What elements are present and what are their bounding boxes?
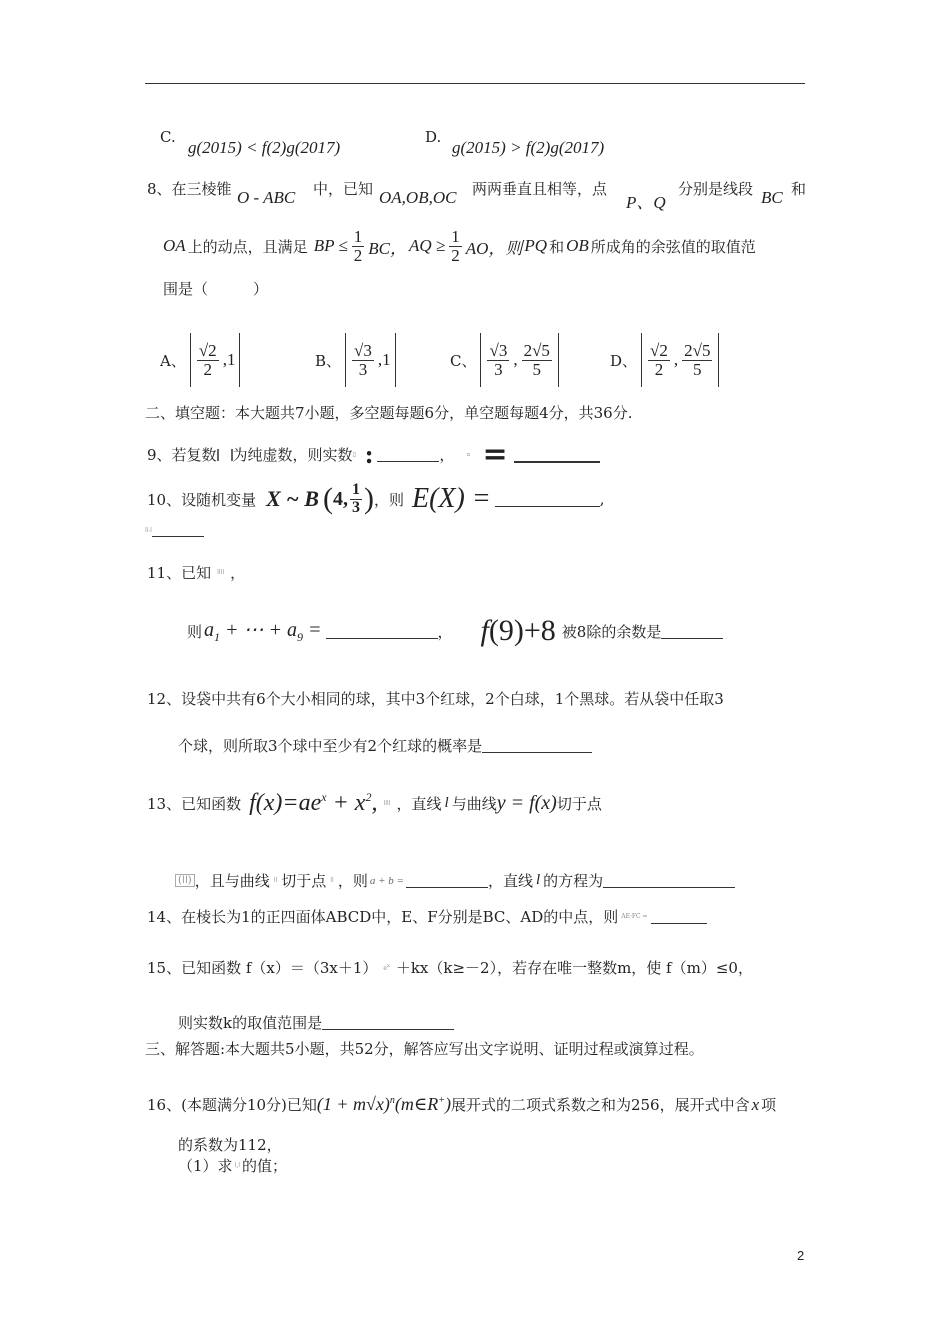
q13-line-2 <box>175 870 735 891</box>
q16-part-1-end: 的值； <box>242 1157 288 1175</box>
q11-separator: ， <box>230 564 246 582</box>
q13-point2-image: ǀǀ <box>330 877 334 884</box>
q16-vars-image: ǀ,ǀ <box>234 1162 240 1169</box>
q15-line-1 <box>147 957 753 978</box>
q10-paren-open: ( <box>322 482 333 516</box>
q9 <box>147 437 600 472</box>
q10-line-2 <box>145 522 204 537</box>
q10-text-1: 10、设随机变量 <box>147 490 257 509</box>
q13-ab: a + b = <box>369 874 404 887</box>
q13-text-5: ，且与曲线 <box>194 872 270 890</box>
q13-text-1: 13、已知函数 <box>147 795 242 813</box>
q8-option-a-label: A、 <box>160 351 186 370</box>
q8-text-1: 8、在三棱锥 <box>147 180 232 198</box>
q9-colon: : <box>364 440 374 469</box>
q15-exp-image: $e^x$ <box>383 963 390 972</box>
q15-text-3: 则实数k的取值范围是 <box>178 1014 323 1032</box>
q9-equals: = <box>482 437 508 472</box>
q8-fraction-half-2: $\frac{1}{2}$ <box>451 227 460 265</box>
q9-expr-image: ▫ <box>466 451 471 458</box>
q13-curve2-image: ǀǀ <box>273 877 278 884</box>
q8-bc: BC， <box>368 238 407 258</box>
q13-line-l-2: l <box>535 872 541 888</box>
q8-option-c <box>450 333 559 387</box>
q9-blank-1 <box>377 447 439 462</box>
q11-formula-image: ǀǀǀǀ <box>217 569 225 576</box>
q10-separator: , <box>599 490 605 509</box>
q11-blank-2 <box>661 624 723 639</box>
q11-f9-plus-8: f <box>480 614 489 647</box>
q7-option-c-expr: g(2015) < f(2)g(2017) <box>188 138 341 157</box>
q8-text-3: 两两垂直且相等，点 <box>472 180 608 198</box>
q8-text-5: 和 <box>791 180 807 198</box>
q13-text-7: ，则 <box>337 872 368 890</box>
q8-bp-le: BP ≤ <box>313 236 348 256</box>
q9-separator: ， <box>439 446 455 464</box>
q11-sum: $a_1$ + ⋯ + $a_9$ = <box>204 619 322 644</box>
q8-option-b <box>315 333 396 387</box>
q10-blank-2 <box>152 522 204 537</box>
q11-comma: ， <box>437 622 453 641</box>
q14-text: 14、在棱长为1的正四面体ABCD中，E、F分别是BC、AD的中点，则 <box>147 908 619 926</box>
q10-text-2: ，则 <box>373 490 404 509</box>
q16-line-1 <box>147 1094 776 1115</box>
q7-option-d-label: D. <box>425 128 442 146</box>
q11-text-1: 11、已知 <box>147 564 212 582</box>
q8-option-a-interval: $\frac{√2}{2}$ ,1 <box>190 333 241 387</box>
q13-text-3: 与曲线 <box>451 795 497 813</box>
q13-blank-2 <box>603 873 735 888</box>
q11-remainder-text: 被8除的余数是 <box>561 622 662 641</box>
q13-line-l: l <box>444 795 449 811</box>
q13-text-4: 切于点 <box>556 795 602 813</box>
q12-text: 个球，则所取3个球中至少有2个红球的概率是 <box>178 737 483 755</box>
q8-cosine-text: 所成角的余弦值的取值范 <box>590 237 756 256</box>
q8-pq: PQ <box>524 236 548 256</box>
section-3-heading: 三、解答题:本大题共5小题，共52分，解答应写出文字说明、证明过程或演算过程。 <box>145 1040 704 1058</box>
q10-paren-close: ) <box>363 482 374 516</box>
q8-fraction-half-1: $\frac{1}{2}$ <box>353 227 363 265</box>
q8-text-2: 中，已知 <box>313 180 374 198</box>
q8-line-3: 围是（ ） <box>163 280 269 298</box>
q8-option-c-interval: $\frac{√3}{3}$ , $\frac{2√5}{5}$ <box>480 333 558 387</box>
header-rule <box>145 83 805 84</box>
q16-line-3 <box>178 1155 287 1176</box>
q10-fraction: $\frac{1}{3}$ <box>351 481 360 516</box>
q10-distribution: X ~ B <box>266 486 319 512</box>
q10 <box>147 482 605 517</box>
q11-then: 则 <box>187 622 203 641</box>
q8-option-d-label: D、 <box>610 351 638 370</box>
q16-text-3: 项 <box>761 1096 777 1114</box>
q16-text-1: 16、(本题满分10分)已知 <box>147 1096 317 1114</box>
q8-math-4: BC <box>761 188 783 207</box>
q9-formula-image <box>217 449 233 461</box>
q11-line-2 <box>187 614 723 648</box>
q12-line-2 <box>178 735 592 756</box>
q10-n: 4, <box>332 487 348 510</box>
q10-variance-image: ǀǀ⸳ǀ <box>145 526 152 534</box>
q8-math-1: O - ABC <box>237 188 296 207</box>
q8-option-c-label: C、 <box>450 351 477 370</box>
q14-blank <box>651 909 707 924</box>
q8-option-a <box>160 333 240 387</box>
q8-math-2: OA,OB,OC <box>379 188 457 207</box>
q11-f9-arg: (9)+8 <box>488 614 556 647</box>
q12-line-1: 12、设袋中共有6个大小相同的球，其中3个红球，2个白球，1个黑球。若从袋中任取3 <box>147 690 724 708</box>
q9-text-1: 9、若复数 <box>147 446 217 464</box>
q8-option-d <box>610 333 719 387</box>
q8-option-b-label: B、 <box>315 351 342 370</box>
q15-line-2 <box>178 1012 454 1033</box>
q9-text-2: 为纯虚数，则实数 <box>232 446 353 464</box>
q13-point-image: (ǀǀ) <box>175 874 195 887</box>
q14 <box>147 906 707 927</box>
q8-condition-text: 上的动点，且满足 <box>187 237 308 256</box>
section-2-heading: 二、填空题：本大题共7小题，多空题每题6分，单空题每题4分，共36分. <box>145 404 633 422</box>
q13 <box>147 790 602 817</box>
q10-expectation: E(X) = <box>412 483 491 515</box>
q13-curve: y = f(x) <box>496 792 557 814</box>
q8-and: 和 <box>549 237 565 256</box>
q8-option-d-interval: $\frac{√2}{2}$ , $\frac{2√5}{5}$ <box>641 333 719 387</box>
q8-math-3: P、Q <box>626 193 666 212</box>
q8-oa: OA <box>163 236 186 256</box>
q15-blank <box>322 1015 454 1030</box>
q14-dot-product-image: AE·FC = <box>621 913 648 920</box>
q15-text-1: 15、已知函数 f（x）＝（3x＋1） <box>147 959 378 977</box>
q8-text-4: 分别是线段 <box>678 180 754 198</box>
q12-blank <box>482 738 592 753</box>
q9-var-image: ▯ <box>352 451 356 458</box>
page-number: 2 <box>797 1248 805 1263</box>
q13-text-9: 的方程为 <box>543 872 604 890</box>
q16-binomial: $(1 + m√x)^n(m\in R^+)$ <box>316 1094 451 1114</box>
q13-text-6: 切于点 <box>281 872 327 890</box>
q11 <box>147 562 245 583</box>
q8-aq-ge: AQ ≥ <box>408 236 446 256</box>
q7-option-d-expr: g(2015) > f(2)g(2017) <box>452 138 605 157</box>
q16-x: x <box>751 1094 760 1114</box>
q9-blank-2 <box>514 447 600 463</box>
q13-text-2: ，直线 <box>396 795 442 813</box>
q13-function: $f(x)=ae^x + x^2$, <box>249 790 378 816</box>
q15-text-2: ＋kx（k≥－2），若存在唯一整数m，使 f（m）≤0， <box>395 959 753 977</box>
q8-ob: OB <box>566 236 589 256</box>
q13-cond-image: ǀǀǀǀ <box>383 800 391 807</box>
q8-line-2 <box>163 228 756 265</box>
q13-blank-1 <box>406 873 488 888</box>
q11-blank-1 <box>326 624 438 639</box>
q7-option-c-label: C. <box>160 128 176 146</box>
q16-line-2: 的系数为112， <box>178 1136 282 1154</box>
q8-ao: AO，则 <box>465 238 523 258</box>
q8-option-b-interval: $\frac{√3}{3}$ ,1 <box>345 333 396 387</box>
q16-text-2: 展开式的二项式系数之和为256，展开式中含 <box>450 1096 750 1114</box>
q16-part-1: （1）求 <box>178 1157 233 1175</box>
q10-blank-1 <box>495 492 600 507</box>
q13-text-8: ，直线 <box>487 872 533 890</box>
